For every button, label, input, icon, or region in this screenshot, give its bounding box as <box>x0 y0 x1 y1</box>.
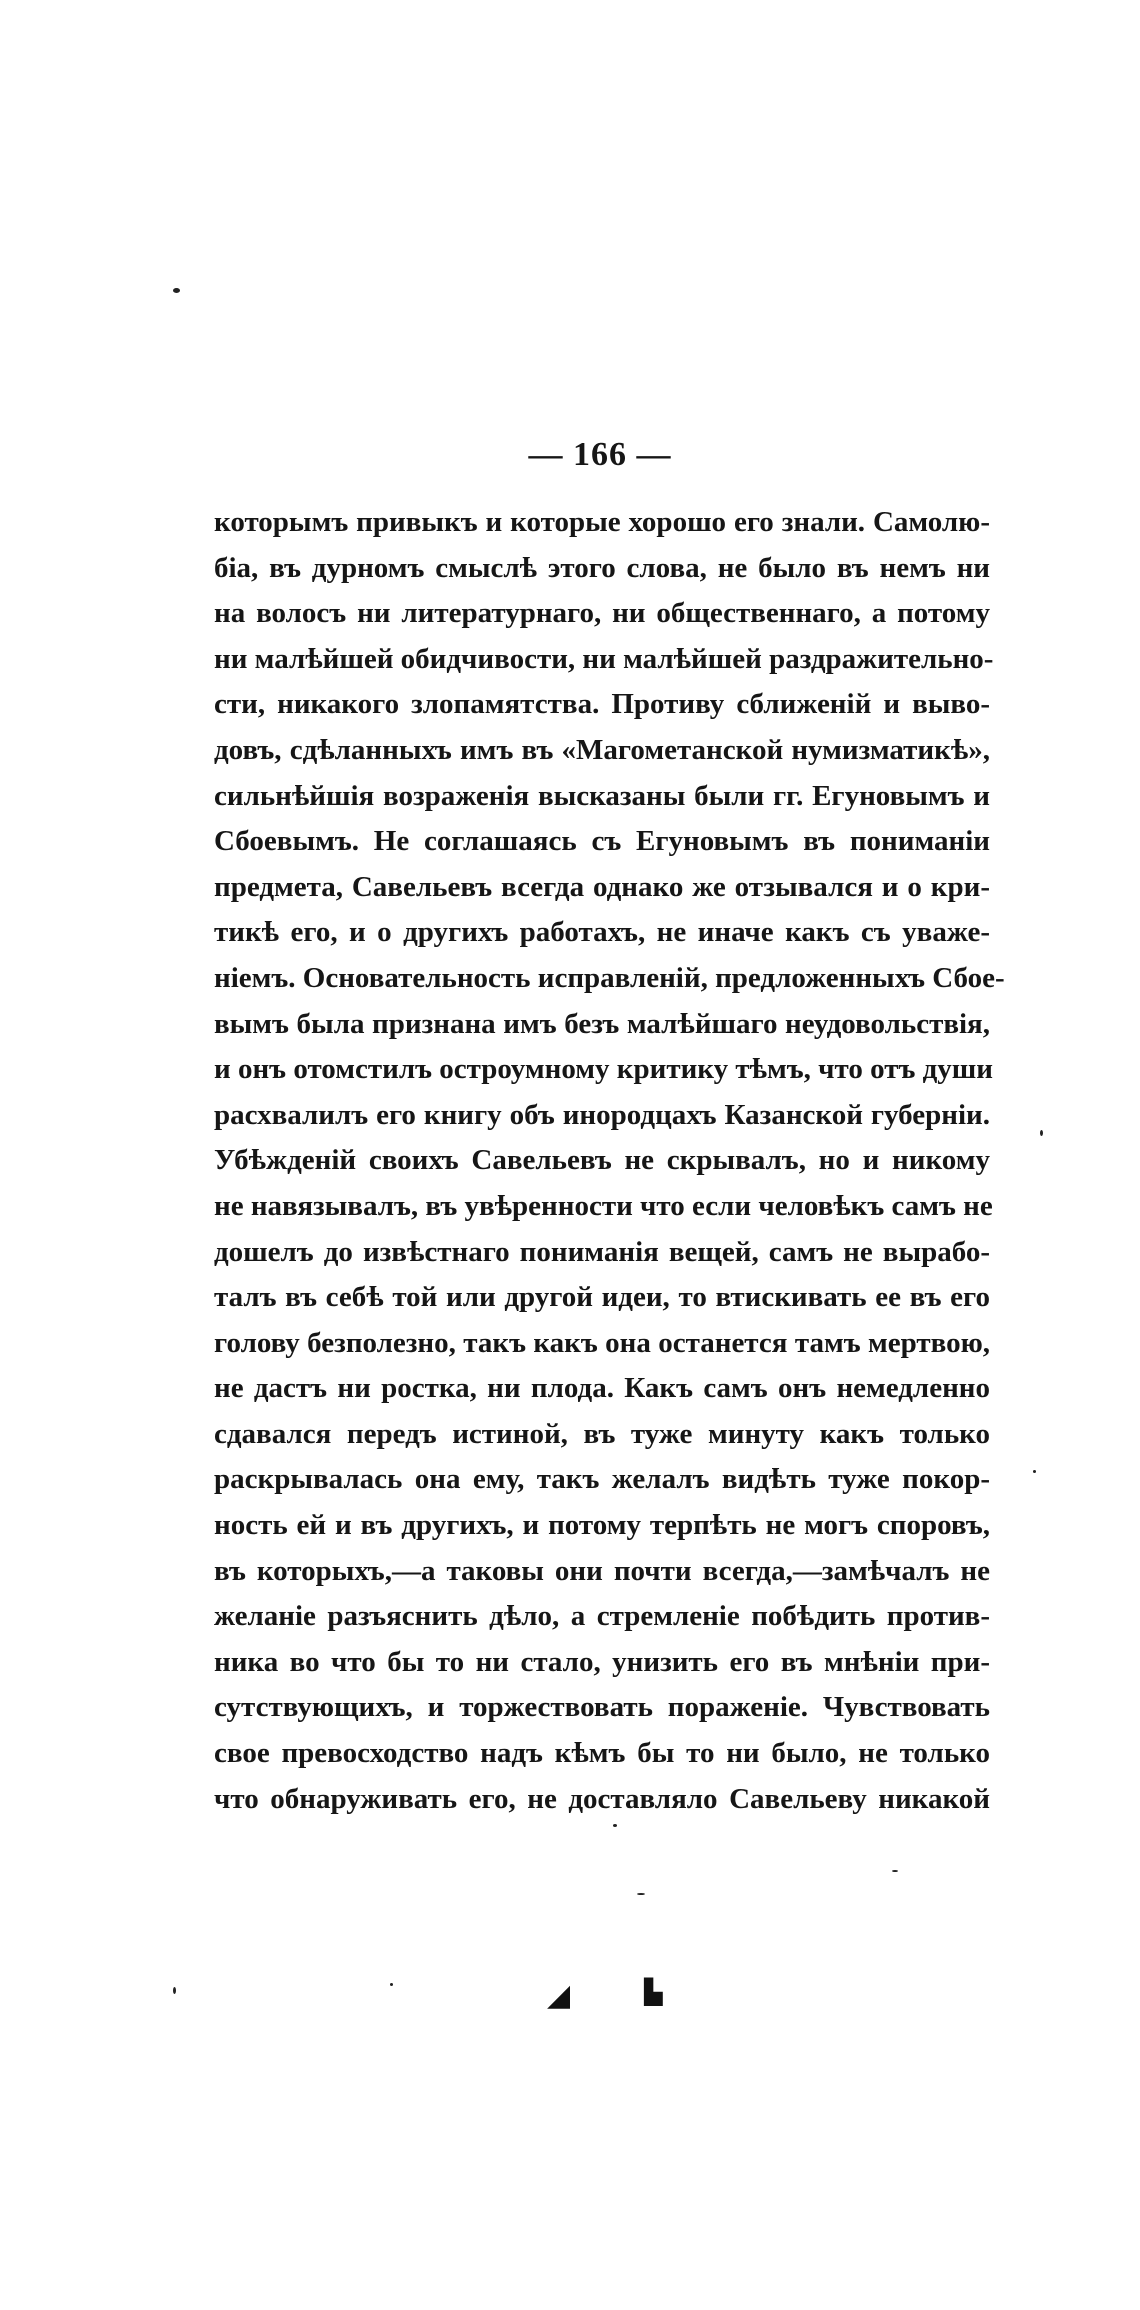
page-number: — 166 — <box>528 436 672 473</box>
text-line: сильнѣйшія возраженія высказаны были гг. Егуновымъ и <box>214 779 990 812</box>
scan-speck <box>173 288 180 293</box>
text-line: ніемъ. Основательность исправленій, предложенныхъ Сбое- <box>214 961 1005 994</box>
text-line: въ которыхъ,—а таковы они почти всегда,—замѣчалъ не <box>214 1554 990 1587</box>
scan-mark: ▙ <box>644 1978 663 2006</box>
text-line: ни малѣйшей обидчивости, ни малѣйшей раздражительно- <box>214 642 994 675</box>
text-line: Убѣжденій своихъ Савельевъ не скрывалъ, но и никому <box>214 1144 990 1177</box>
text-line: довъ, сдѣланныхъ имъ въ «Магометанской нумизматикѣ», <box>214 733 990 766</box>
text-line: ника во что бы то ни стало, унизить его въ мнѣніи при- <box>214 1645 990 1678</box>
scan-speck <box>1040 1130 1043 1136</box>
text-line: не дастъ ни ростка, ни плода. Какъ самъ онъ немедленно <box>214 1372 990 1405</box>
text-line: предмета, Савельевъ всегда однако же отзывался и о кри- <box>214 870 990 903</box>
scan-speck <box>892 1870 898 1872</box>
text-line: которымъ привыкъ и которые хорошо его знали. Самолю- <box>214 506 990 538</box>
text-line: Сбоевымъ. Не соглашаясь съ Егуновымъ въ пониманіи <box>214 825 990 858</box>
text-line: тикѣ его, и о другихъ работахъ, не иначе какъ съ уваже- <box>214 916 990 949</box>
scan-mark: ◢ <box>547 1978 571 2013</box>
text-line: на волосъ ни литературнаго, ни общественнаго, а потому <box>214 597 990 630</box>
body-text <box>214 500 1005 1822</box>
text-line: расхвалилъ его книгу объ инородцахъ Казанской губерніи. <box>214 1098 990 1131</box>
text-line: дошелъ до извѣстнаго пониманія вещей, самъ не вырабо- <box>214 1235 990 1268</box>
scan-speck <box>613 1824 617 1827</box>
text-line: желаніе разъяснить дѣло, а стремленіе побѣдить против- <box>214 1600 990 1633</box>
text-line: голову безполезно, такъ какъ она останется тамъ мертвою, <box>214 1326 990 1359</box>
text-line: свое превосходство надъ кѣмъ бы то ни было, не только <box>214 1737 990 1770</box>
scan-speck <box>173 1987 176 1994</box>
text-line: сдавался передъ истиной, въ туже минуту какъ только <box>214 1417 990 1450</box>
scan-speck <box>390 1983 393 1986</box>
text-line: не навязывалъ, въ увѣренности что если человѣкъ самъ не <box>214 1189 993 1222</box>
text-line: раскрывалась она ему, такъ желалъ видѣть туже покор- <box>214 1463 990 1496</box>
scan-speck <box>637 1893 645 1895</box>
text-line: что обнаруживать его, не доставляло Савельеву никакой <box>214 1782 990 1815</box>
text-line: біа, въ дурномъ смыслѣ этого слова, не было въ немъ ни <box>214 551 990 584</box>
text-line: ность ей и въ другихъ, и потому терпѣть не могъ споровъ, <box>214 1509 990 1542</box>
text-line: сти, никакого злопамятства. Противу сближеній и выво- <box>214 688 990 721</box>
text-line: и онъ отомстилъ остроумному критику тѣмъ, что отъ души <box>214 1053 993 1086</box>
text-line: сутствующихъ, и торжествовать пораженіе. Чувствовать <box>214 1691 990 1724</box>
text-line: вымъ была признана имъ безъ малѣйшаго неудовольствія, <box>214 1007 990 1040</box>
scan-speck <box>1033 1470 1036 1473</box>
text-line: талъ въ себѣ той или другой идеи, то втискивать ее въ его <box>214 1281 990 1314</box>
